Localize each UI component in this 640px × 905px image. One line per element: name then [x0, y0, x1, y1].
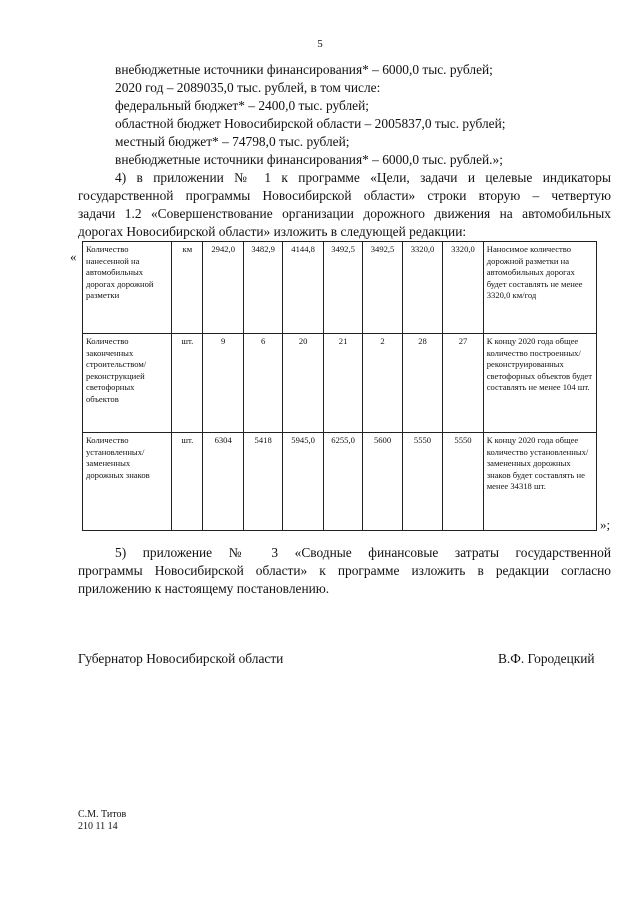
indicator-value: 5945,0 — [283, 433, 323, 531]
signatory-name: В.Ф. Городецкий — [498, 651, 595, 666]
indicator-value: 5550 — [443, 433, 483, 531]
paragraph-4-line-4: дорогах Новосибирской области» изложить в следующей редакции: — [78, 224, 467, 239]
funding-line-2020-total: 2020 год – 2089035,0 тыс. рублей, в том числе: — [115, 80, 381, 95]
paragraph-4-line-1: 4) в приложении № 1 к программе «Цели, задачи и целевые индикаторы — [115, 170, 611, 185]
footer-author: С.М. Титов — [78, 809, 127, 820]
quote-close: »; — [600, 517, 611, 532]
quote-open: « — [70, 249, 77, 264]
indicator-name: Количество установленных/ замененных дорожных знаков — [83, 433, 172, 531]
indicator-value: 6255,0 — [323, 433, 362, 531]
signatory-position: Губернатор Новосибирской области — [78, 651, 284, 666]
indicator-value: 5418 — [243, 433, 282, 531]
indicator-value: 21 — [323, 334, 362, 433]
table-row — [83, 433, 597, 531]
indicator-value: 20 — [283, 334, 323, 433]
indicator-name: Количество законченных строительством/ реконструкцией светофорных объектов — [83, 334, 172, 433]
table-row — [83, 242, 597, 334]
indicator-value: 3320,0 — [402, 242, 442, 334]
indicator-value: 27 — [443, 334, 483, 433]
indicator-value: 9 — [203, 334, 243, 433]
paragraph-5-line-1: 5) приложение № 3 «Сводные финансовые затраты государственной — [115, 545, 611, 560]
indicator-value: 6 — [243, 334, 282, 433]
funding-line-extra-budget-2019: внебюджетные источники финансирования* – 6000,0 тыс. рублей; — [115, 62, 493, 77]
page-number: 5 — [317, 38, 323, 50]
indicator-value: 5550 — [402, 433, 442, 531]
paragraph-4-line-3: задачи 1.2 «Совершенствование организации дорожного движения на автомобильных — [78, 206, 611, 221]
indicator-value: 3492,5 — [323, 242, 362, 334]
indicator-value: 3482,9 — [243, 242, 282, 334]
paragraph-5-line-3: приложению к настоящему постановлению. — [78, 581, 330, 596]
funding-line-regional: областной бюджет Новосибирской области – 2005837,0 тыс. рублей; — [115, 116, 506, 131]
paragraph-5-line-2: программы Новосибирской области» к программе изложить в редакции согласно — [78, 563, 611, 578]
indicator-value: 2 — [363, 334, 402, 433]
indicator-unit: шт. — [172, 433, 203, 531]
indicator-value: 3492,5 — [363, 242, 402, 334]
indicator-note: Наносимое количество дорожной разметки на автомобильных дорогах будет составлять не менее 3320,0 км/год — [483, 242, 596, 334]
indicator-value: 2942,0 — [203, 242, 243, 334]
funding-line-local: местный бюджет* – 74798,0 тыс. рублей; — [115, 134, 350, 149]
paragraph-4-line-2: государственной программы Новосибирской области» строки вторую – четвертую — [78, 188, 611, 203]
table-row — [83, 334, 597, 433]
indicator-unit: шт. — [172, 334, 203, 433]
indicator-name: Количество нанесенной на автомобильных дорогах дорожной разметки — [83, 242, 172, 334]
funding-line-extra-budget-2020: внебюджетные источники финансирования* – 6000,0 тыс. рублей.»; — [115, 152, 503, 167]
indicator-note: К концу 2020 года общее количество установленных/ замененных дорожных знаков будет составлять не менее 34318 шт. — [483, 433, 596, 531]
indicators-table — [82, 241, 597, 531]
footer-code: 210 11 14 — [78, 821, 118, 832]
indicator-value: 5600 — [363, 433, 402, 531]
indicator-unit: км — [172, 242, 203, 334]
funding-line-federal: федеральный бюджет* – 2400,0 тыс. рублей; — [115, 98, 370, 113]
indicator-value: 6304 — [203, 433, 243, 531]
indicator-note: К концу 2020 года общее количество построенных/ реконструированных светофорных объектов будет составлять не менее 104 шт. — [483, 334, 596, 433]
indicator-value: 28 — [402, 334, 442, 433]
indicator-value: 4144,8 — [283, 242, 323, 334]
indicator-value: 3320,0 — [443, 242, 483, 334]
